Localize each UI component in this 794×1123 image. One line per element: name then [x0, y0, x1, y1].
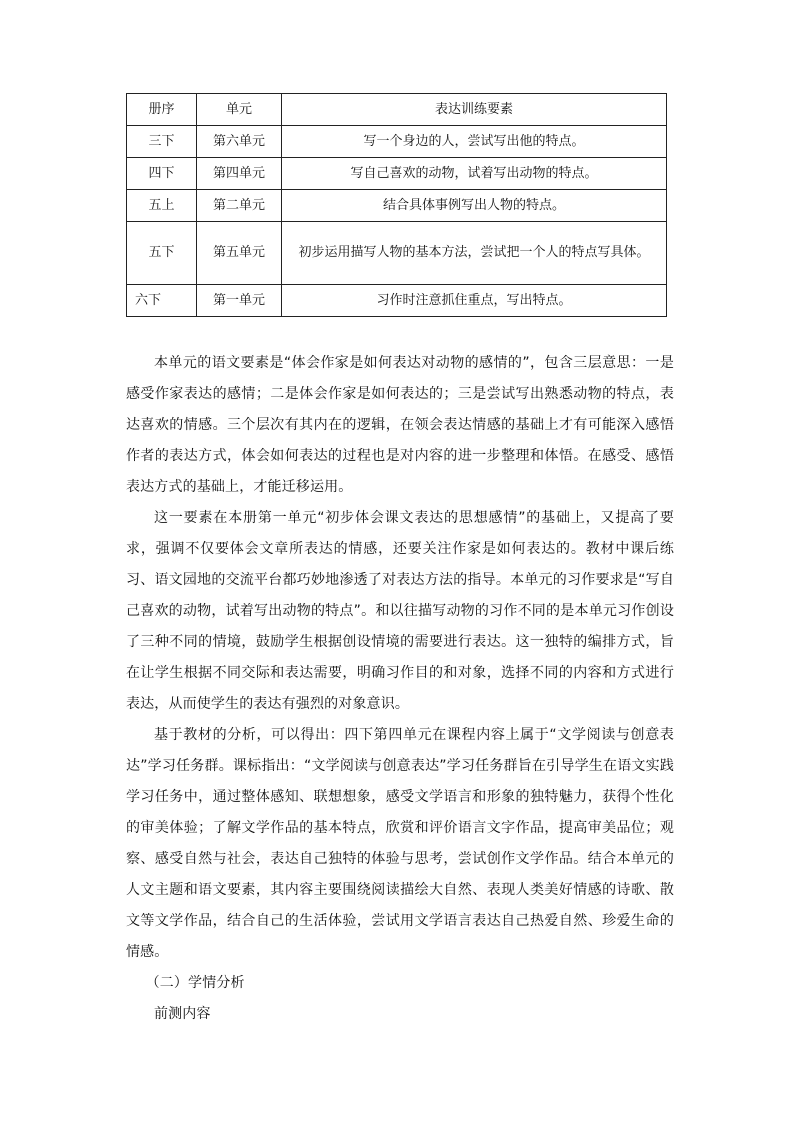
training-elements-table: [126, 93, 667, 317]
table-header-row: [127, 94, 667, 126]
cell-element: 习作时注意抓住重点，写出特点。: [282, 285, 667, 317]
body-text: [126, 348, 674, 1030]
cell-volume: 三下: [127, 126, 197, 158]
table-row: [127, 222, 667, 285]
cell-volume: 六下: [127, 285, 197, 317]
cell-unit: 第六单元: [197, 126, 282, 158]
section-heading: （二）学情分析: [145, 975, 245, 991]
cell-volume: 五上: [127, 190, 197, 222]
table-row: [127, 158, 667, 190]
cell-element: 结合具体事例写出人物的特点。: [282, 190, 667, 222]
cell-unit: 第二单元: [197, 190, 282, 222]
header-element: 表达训练要素: [282, 94, 667, 126]
cell-unit: 第四单元: [197, 158, 282, 190]
cell-element: 写自己喜欢的动物，试着写出动物的特点。: [282, 158, 667, 190]
table-row: [127, 285, 667, 317]
cell-unit: 第五单元: [197, 222, 282, 285]
paragraph: 本单元的语文要素是“体会作家是如何表达对动物的感情的”，包含三层意思：一是感受作家表达的感情；二是体会作家是如何表达的；三是尝试写出熟悉动物的特点，表达喜欢的情感。三个层次有其内在的逻辑，在领会表达情感的基础上才有可能深入感悟作者的表达方式，体会如何表达的过程也是对内容的进一步整理和体悟。在感受、感悟表达方式的基础上，才能迁移运用。: [126, 355, 674, 495]
cell-volume: 五下: [127, 222, 197, 285]
cell-element: 初步运用描写人物的基本方法，尝试把一个人的特点写具体。: [282, 222, 667, 285]
cell-volume: 四下: [127, 158, 197, 190]
paragraph: 基于教材的分析，可以得出：四下第四单元在课程内容上属于“文学阅读与创意表达”学习任务群。课标指出：“文学阅读与创意表达”学习任务群旨在引导学生在语文实践学习任务中，通过整体感知、联想想象，感受文学语言和形象的独特魅力，获得个性化的审美体验；了解文学作品的基本特点，欣赏和评价语言文字作品，提高审美品位；观察、感受自然与社会，表达自己独特的体验与思考，尝试创作文学作品。结合本单元的人文主题和语文要素，其内容主要围绕阅读描绘大自然、表现人类美好情感的诗歌、散文等文学作品，结合自己的生活体验，尝试用文学语言表达自己热爱自然、珍爱生命的情感。: [126, 727, 674, 960]
paragraph: 这一要素在本册第一单元“初步体会课文表达的思想感情”的基础上，又提高了要求，强调不仅要体会文章所表达的情感，还要关注作家是如何表达的。教材中课后练习、语文园地的交流平台都巧妙地渗透了对表达方法的指导。本单元的习作要求是“写自己喜欢的动物，试着写出动物的特点”。和以往描写动物的习作不同的是本单元习作创设了三种不同的情境，鼓励学生根据创设情境的需要进行表达。这一独特的编排方式，旨在让学生根据不同交际和表达需要，明确习作目的和对象，选择不同的内容和方式进行表达，从而使学生的表达有强烈的对象意识。: [126, 510, 674, 712]
cell-element: 写一个身边的人，尝试写出他的特点。: [282, 126, 667, 158]
header-volume: 册序: [127, 94, 197, 126]
sub-heading: 前测内容: [154, 1006, 211, 1022]
table-row: [127, 190, 667, 222]
table-row: [127, 126, 667, 158]
cell-unit: 第一单元: [197, 285, 282, 317]
header-unit: 单元: [197, 94, 282, 126]
